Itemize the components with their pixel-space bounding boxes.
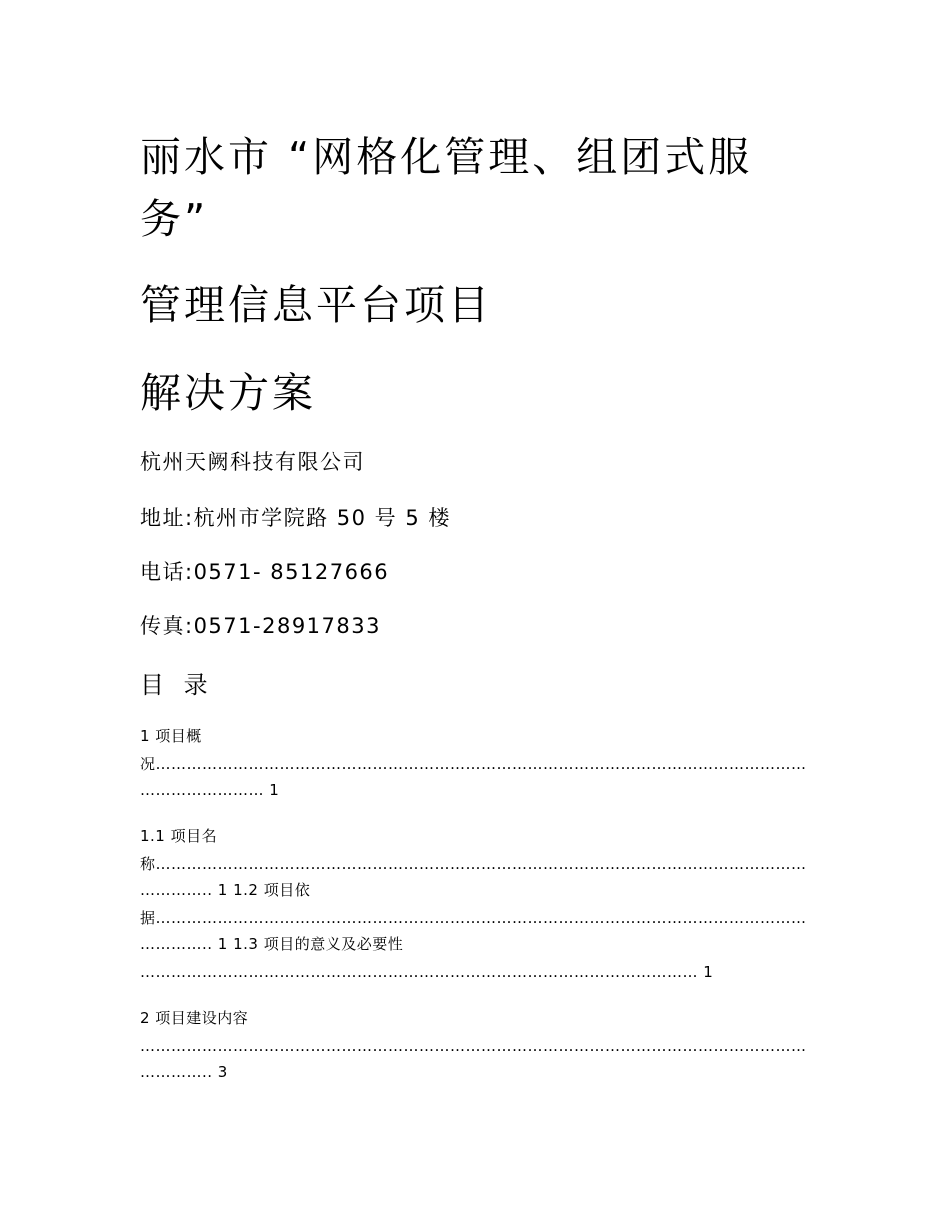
toc-line: 据……………………………………………………………………………………………………………… — [140, 909, 807, 927]
toc-line: …………………… 1 — [140, 781, 280, 799]
company-fax: 传真:0571-28917833 — [140, 614, 381, 638]
toc-line: ………….. 1 1.2 项目依 — [140, 881, 311, 899]
toc-line: 2 项目建设内容 — [140, 1009, 249, 1027]
toc-line: ………….. 3 — [140, 1063, 228, 1081]
company-address: 地址:杭州市学院路 50 号 5 楼 — [140, 506, 451, 530]
document-title-line-4: 解决方案 — [140, 369, 316, 417]
company-name: 杭州天阙科技有限公司 — [140, 450, 365, 474]
toc-line: ………….. 1 1.3 项目的意义及必要性 — [140, 935, 404, 953]
toc-line: 况……………………………………………………………………………………………………………… — [140, 755, 807, 773]
document-title-line-3: 管理信息平台项目 — [140, 281, 492, 329]
company-phone: 电话:0571- 85127666 — [140, 560, 390, 584]
toc-line: 称……………………………………………………………………………………………………………… — [140, 855, 807, 873]
toc-line: 1.1 项目名 — [140, 827, 218, 845]
document-title-line-1: 丽水市 “网格化管理、组团式服 — [140, 133, 753, 181]
toc-heading: 目 录 — [140, 671, 214, 699]
toc-line: ………………………………………………………………………………………………………………… — [140, 1037, 807, 1055]
document-title-line-2: 务” — [140, 195, 209, 243]
toc-line: 1 项目概 — [140, 727, 202, 745]
toc-line: ……………………………………………………………………………………………… 1 — [140, 963, 714, 981]
